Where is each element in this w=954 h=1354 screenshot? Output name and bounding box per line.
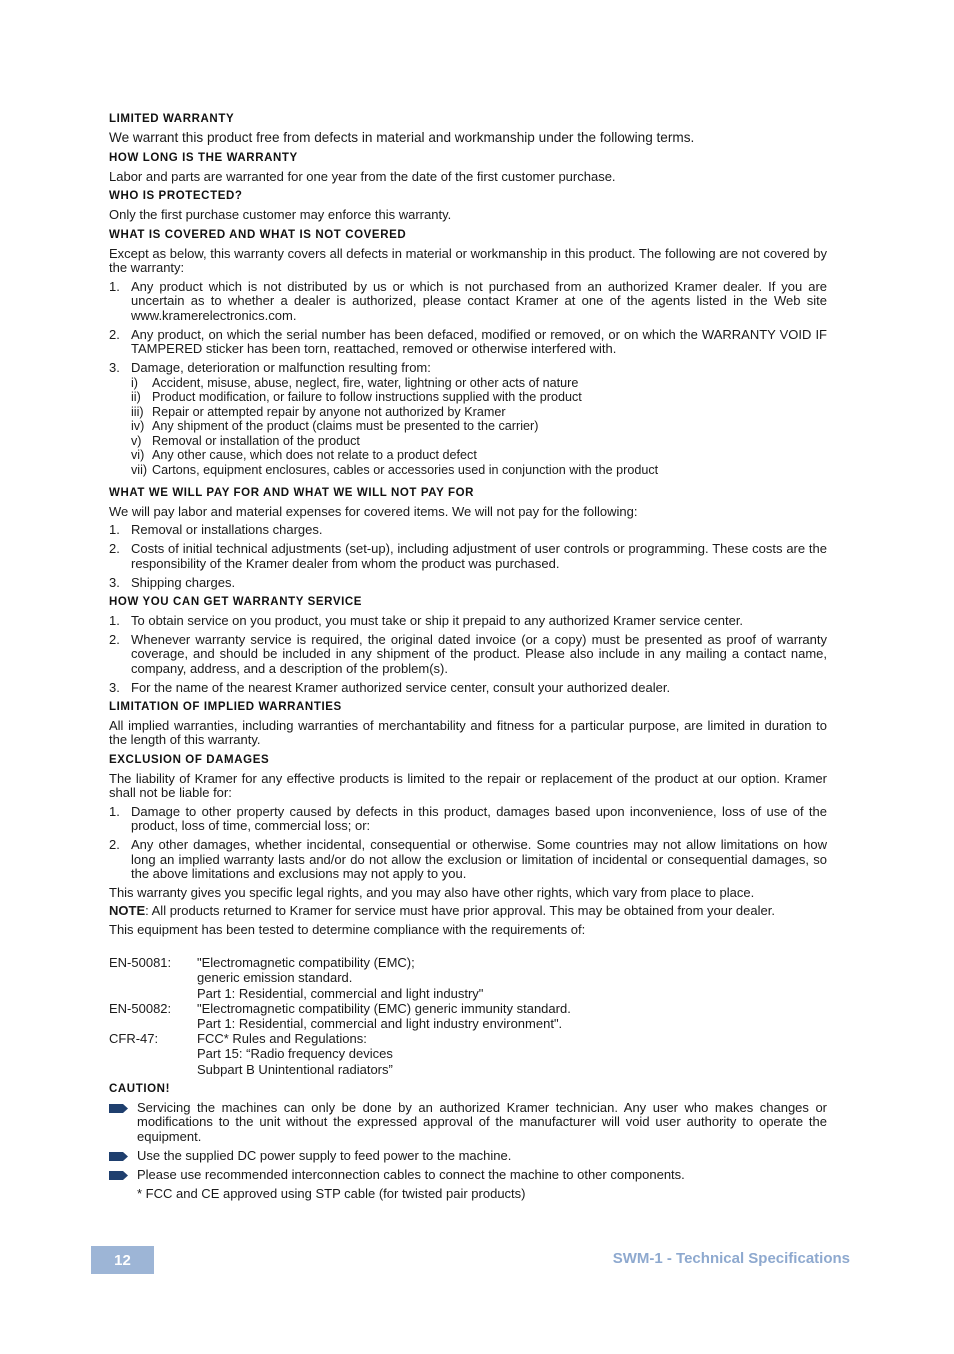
standard-description: "Electromagnetic compatibility (EMC) generic immunity standard. Part 1: Residential, commercial and light industry environment". xyxy=(197,1000,571,1031)
arrow-bullet-icon xyxy=(109,1171,128,1180)
paragraph-who-protected: Only the first purchase customer may enforce this warranty. xyxy=(109,207,452,222)
list-item: vii) Cartons, equipment enclosures, cables or accessories used in conjunction with the product xyxy=(131,463,659,478)
standard-description: FCC* Rules and Regulations: Part 15: “Radio frequency devices Subpart B Unintentional radiators” xyxy=(197,1031,393,1077)
service-list xyxy=(109,614,827,696)
list-item: iv) Any shipment of the product (claims must be presented to the carrier) xyxy=(131,419,539,434)
exclusion-list xyxy=(109,805,827,882)
paragraph-exclusion: The liability of Kramer for any effective products is limited to the repair or replacement of the product at our option. Kramer shall not be liable for: xyxy=(109,770,827,801)
list-item: iii) Repair or attempted repair by anyone not authorized by Kramer xyxy=(131,404,506,419)
note-label: NOTE xyxy=(109,903,146,919)
list-item: 1. Damage to other property caused by defects in this product, damages based upon inconvenience, loss of use of the product, loss of time, commercial loss; or: xyxy=(109,803,827,834)
warranty-content xyxy=(109,112,827,1201)
arrow-bullet-icon xyxy=(109,1152,128,1161)
list-item: ii) Product modification, or failure to follow instructions supplied with the product xyxy=(131,390,582,405)
pay-list xyxy=(109,523,827,590)
standard-row xyxy=(109,955,827,1001)
list-item: 3. Shipping charges. xyxy=(109,574,236,590)
standard-description: "Electromagnetic compatibility (EMC); generic emission standard. Part 1: Residential, commercial and light industry" xyxy=(197,955,484,1001)
damage-causes-list xyxy=(131,376,827,478)
paragraph-covered: Except as below, this warranty covers all defects in material or workmanship in this product. The following are not covered by the warranty: xyxy=(109,245,827,275)
note-text: : All products returned to Kramer for service must have prior approval. This may be obtained from your dealer. xyxy=(145,903,775,919)
standard-code: CFR-47: xyxy=(109,1031,159,1047)
heading-pay: WHAT WE WILL PAY FOR AND WHAT WE WILL NOT PAY FOR xyxy=(109,486,475,499)
caution-item: Please use recommended interconnection cables to connect the machine to other components. xyxy=(109,1168,827,1183)
paragraph-rights: This warranty gives you specific legal rights, and you may also have other rights, which vary from place to place. xyxy=(109,884,755,900)
list-item: 1. Any product which is not distributed by us or which is not purchased from an authorized Kramer dealer. If you are uncertain as to whether a dealer is authorized, please contact Kramer at one of the agents listed in the Web site www.kramerelectronics.com. xyxy=(109,278,827,323)
paragraph-limited-warranty: We warrant this product free from defects in material and workmanship under the following terms. xyxy=(109,130,695,145)
standard-row xyxy=(109,1031,827,1077)
paragraph-how-long: Labor and parts are warranted for one year from the date of the first customer purchase. xyxy=(109,168,616,184)
heading-who-protected: WHO IS PROTECTED? xyxy=(109,190,243,202)
list-item: 2. Any product, on which the serial number has been defaced, modified or removed, or on which the WARRANTY VOID IF TAMPERED sticker has been torn, reattached, removed or otherwise interfered with. xyxy=(109,326,827,356)
page-number: 12 xyxy=(91,1246,154,1274)
heading-how-long: HOW LONG IS THE WARRANTY xyxy=(109,151,298,164)
heading-covered: WHAT IS COVERED AND WHAT IS NOT COVERED xyxy=(109,228,407,241)
paragraph-tested: This equipment has been tested to determine compliance with the requirements of: xyxy=(109,921,586,937)
heading-service: HOW YOU CAN GET WARRANTY SERVICE xyxy=(109,595,363,608)
standards-list xyxy=(109,955,827,1077)
standard-code: EN-50082: xyxy=(109,1000,172,1016)
footer-title: SWM-1 - Technical Specifications xyxy=(612,1250,850,1267)
paragraph-pay: We will pay labor and material expenses for covered items. We will not pay for the following: xyxy=(109,503,638,519)
heading-limited-warranty: LIMITED WARRANTY xyxy=(109,113,235,125)
caution-item: Use the supplied DC power supply to feed power to the machine. xyxy=(109,1149,827,1164)
heading-limitation: LIMITATION OF IMPLIED WARRANTIES xyxy=(109,700,342,713)
list-item: i) Accident, misuse, abuse, neglect, fire, water, lightning or other acts of nature xyxy=(131,375,579,390)
covered-list xyxy=(109,280,827,478)
fcc-footnote: * FCC and CE approved using STP cable (for twisted pair products) xyxy=(137,1185,526,1201)
heading-caution: CAUTION! xyxy=(109,1082,171,1095)
list-item: 2. Costs of initial technical adjustments (set-up), including adjustment of user controls or programming. These costs are the responsibility of the Kramer dealer from whom the product was purchased. xyxy=(109,541,827,571)
paragraph-limitation: All implied warranties, including warranties of merchantability and fitness for a particular purpose, are limited in duration to the length of this warranty. xyxy=(109,717,827,748)
list-item: 2. Any other damages, whether incidental, consequential or otherwise. Some countries may not allow limitations on how long an implied warranty lasts and/or do not allow the exclusion or limitation of incidental or consequential damages, so the above limitations and exclusions may not apply to you. xyxy=(109,837,827,882)
standard-row xyxy=(109,1001,827,1031)
arrow-bullet-icon xyxy=(109,1104,128,1113)
paragraph-note xyxy=(109,904,827,919)
caution-item: Servicing the machines can only be done by an authorized Kramer technician. Any user who makes changes or modifications to the unit without the expressed approval of the manufacturer will void user authority to operate the equipment. xyxy=(109,1101,827,1145)
list-item: 3. Damage, deterioration or malfunction resulting from: i) Accident, misuse, abuse, neglect, fire, water, lightning or other acts of nature ii) Product modification, or failure to follow instructions supplied with the product iii) Repair or attempted repair by anyone not authorized by Kramer iv) Any shipment of the product (claims must be presented to the carrier) v) Removal or installation of the product vi) Any other cause, which does not relate to a product defect vii) Cartons, equipment enclosures, cables or accessories used in conjunction with the product xyxy=(109,361,827,478)
list-item: 2. Whenever warranty service is required, the original dated invoice (or a copy) must be presented as proof of warranty coverage, and should be included in any shipment of the product. Please also include in any mailing a contact name, company, address, and a description of the problem(s). xyxy=(109,631,827,676)
heading-exclusion: EXCLUSION OF DAMAGES xyxy=(109,753,270,766)
list-item: 1. To obtain service on you product, you must take or ship it prepaid to any authorized Kramer service center. xyxy=(109,612,744,628)
standard-code: EN-50081: xyxy=(109,955,172,971)
list-item: 3. For the name of the nearest Kramer authorized service center, consult your authorized dealer. xyxy=(109,679,671,695)
list-item: v) Removal or installation of the product xyxy=(131,433,360,448)
list-item: vi) Any other cause, which does not relate to a product defect xyxy=(131,448,477,463)
list-item: 1. Removal or installations charges. xyxy=(109,522,323,538)
